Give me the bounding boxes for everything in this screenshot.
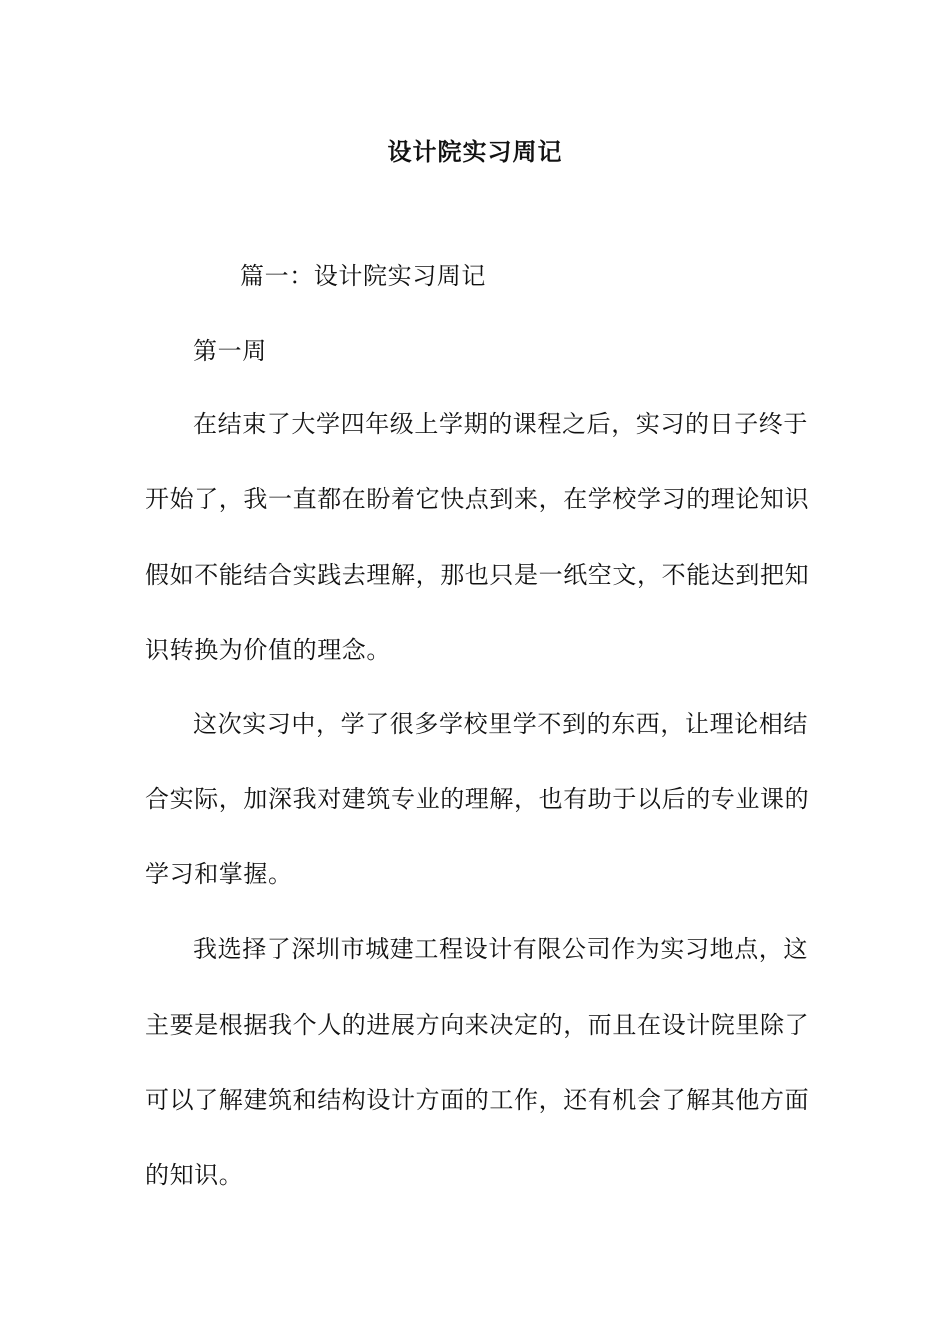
paragraph-line: 的知识。 xyxy=(145,1161,244,1189)
paragraph-line: 开始了，我一直都在盼着它快点到来，在学校学习的理论知识 xyxy=(145,485,810,513)
week-heading: 第一周 xyxy=(193,337,267,365)
paragraph-line: 可以了解建筑和结构设计方面的工作，还有机会了解其他方面 xyxy=(145,1086,810,1114)
page-title: 设计院实习周记 xyxy=(387,137,563,166)
section-heading: 篇一：设计院实习周记 xyxy=(240,262,486,290)
paragraph-line: 我选择了深圳市城建工程设计有限公司作为实习地点，这 xyxy=(193,935,808,963)
paragraph-line: 合实际，加深我对建筑专业的理解，也有助于以后的专业课的 xyxy=(145,785,810,813)
paragraph-line: 假如不能结合实践去理解，那也只是一纸空文，不能达到把知 xyxy=(145,561,810,589)
paragraph-line: 这次实习中，学了很多学校里学不到的东西，让理论相结 xyxy=(193,710,808,738)
paragraph-line: 主要是根据我个人的进展方向来决定的，而且在设计院里除了 xyxy=(145,1011,810,1039)
paragraph-line: 在结束了大学四年级上学期的课程之后，实习的日子终于 xyxy=(193,410,808,438)
paragraph-line: 学习和掌握。 xyxy=(145,860,293,888)
paragraph-line: 识转换为价值的理念。 xyxy=(145,636,391,664)
